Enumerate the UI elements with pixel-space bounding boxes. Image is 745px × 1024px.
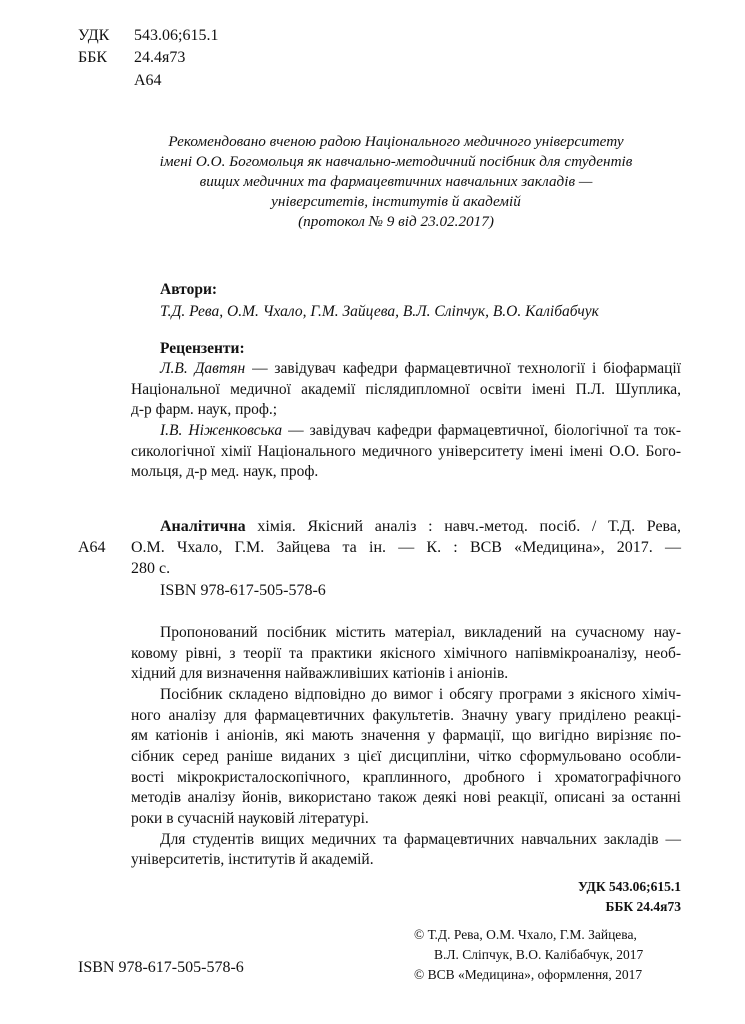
annotation-line: ного аналізу для фармацевтичних факультетів. Значну увагу приділено реакці- xyxy=(131,707,681,724)
reviewer-2-line: мольця, д-р мед. наук, проф. xyxy=(131,463,319,480)
copyright-line: В.Л. Сліпчук, В.О. Калібабчук, 2017 xyxy=(434,947,644,962)
reviewer-2-name: І.В. Ніженковська xyxy=(160,422,283,439)
recommendation-block xyxy=(130,132,662,232)
reviewer-1-line: д-р фарм. наук, проф.; xyxy=(131,401,278,418)
reviewer-1-line: Національної медичної академії післядипломної освіти імені П.Л. Шуплика, xyxy=(131,381,681,398)
bibliographic-isbn: ISBN 978-617-505-578-6 xyxy=(160,582,326,599)
authors-heading: Автори: xyxy=(160,281,218,298)
annotation-line: сібник серед раніше виданих з цієї дисципліни, чітко сформульовано особли- xyxy=(131,748,681,765)
udk-label: УДК xyxy=(78,27,110,44)
reviewer-1-name: Л.В. Давтян xyxy=(160,360,246,377)
bibliographic-line: О.М. Чхало, Г.М. Зайцева та ін. — К. : ВСВ «Медицина», 2017. — xyxy=(131,539,681,556)
recommendation-line: університетів, інститутів й академій xyxy=(271,193,521,210)
bbk-value: 24.4я73 xyxy=(134,49,186,66)
footer-bbk: ББК 24.4я73 xyxy=(605,899,681,914)
recommendation-line: імені О.О. Богомольця як навчально-методичний посібник для студентів xyxy=(159,153,633,170)
annotation-line: роки в сучасній науковій літературі. xyxy=(131,810,369,827)
udk-value: 543.06;615.1 xyxy=(134,27,219,44)
annotation-line: Для студентів вищих медичних та фармацевтичних навчальних закладів — xyxy=(160,831,681,848)
reviewers-heading: Рецензенти: xyxy=(160,340,245,357)
bbk-label: ББК xyxy=(78,49,108,66)
authors-names: Т.Д. Рева, О.М. Чхало, Г.М. Зайцева, В.Л. Сліпчук, В.О. Калібабчук xyxy=(160,303,599,320)
reviewer-1-line xyxy=(160,359,681,380)
reviewer-2-line xyxy=(160,421,681,442)
bibliographic-mark: А64 xyxy=(78,539,106,556)
bibliographic-line: 280 с. xyxy=(131,560,171,577)
annotation-line: університетів, інститутів й академій. xyxy=(131,851,374,868)
annotation-line: Посібник складено відповідно до вимог і обсягу програми з якісного хіміч- xyxy=(160,686,681,703)
isbn-bottom: ISBN 978-617-505-578-6 xyxy=(78,959,244,976)
recommendation-line: (протокол № 9 від 23.02.2017) xyxy=(298,213,494,230)
recommendation-line: Рекомендовано вченою радою Національного медичного університету xyxy=(168,133,624,150)
annotation-line: ям катіонів і аніонів, які мають значення у фармації, що вигідно вирізняє по- xyxy=(131,727,681,744)
bibliographic-title: Аналітична xyxy=(160,518,246,535)
udk-row xyxy=(78,26,218,46)
bibliographic-text: хімія. Якісний аналіз : навч.-метод. посіб. / Т.Д. Рева, xyxy=(245,518,681,535)
annotation-line: Пропонований посібник містить матеріал, викладений на сучасному нау- xyxy=(160,624,681,641)
recommendation-line: вищих медичних та фармацевтичних навчальних закладів — xyxy=(199,173,593,190)
bbk-row xyxy=(78,48,185,68)
annotation-line: ковому рівні, з теорії та практики якісного хімічного напівмікроаналізу, необ- xyxy=(131,645,681,662)
author-mark: А64 xyxy=(134,72,162,89)
copyright-line: © ВСВ «Медицина», оформлення, 2017 xyxy=(414,967,643,982)
annotation-line: хідний для визначення найважливіших катіонів і аніонів. xyxy=(131,665,509,682)
reviewer-2-line: сикологічної хімії Національного медичного університету імені імені О.О. Бого- xyxy=(131,443,681,460)
footer-udk: УДК 543.06;615.1 xyxy=(578,879,681,894)
annotation-line: методів аналізу йонів, використано також деякі нові реакції, описані за останні xyxy=(131,789,681,806)
reviewer-2-title: — завідувач кафедри фармацевтичної, біологічної та ток- xyxy=(282,422,681,439)
reviewer-1-title: — завідувач кафедри фармацевтичної технології і біофармації xyxy=(245,360,681,377)
bibliographic-line xyxy=(160,516,681,537)
annotation-line: вості мікрокристалоскопічного, краплинного, дробного і хроматографічного xyxy=(131,769,681,786)
copyright-line: © Т.Д. Рева, О.М. Чхало, Г.М. Зайцева, xyxy=(414,927,637,942)
